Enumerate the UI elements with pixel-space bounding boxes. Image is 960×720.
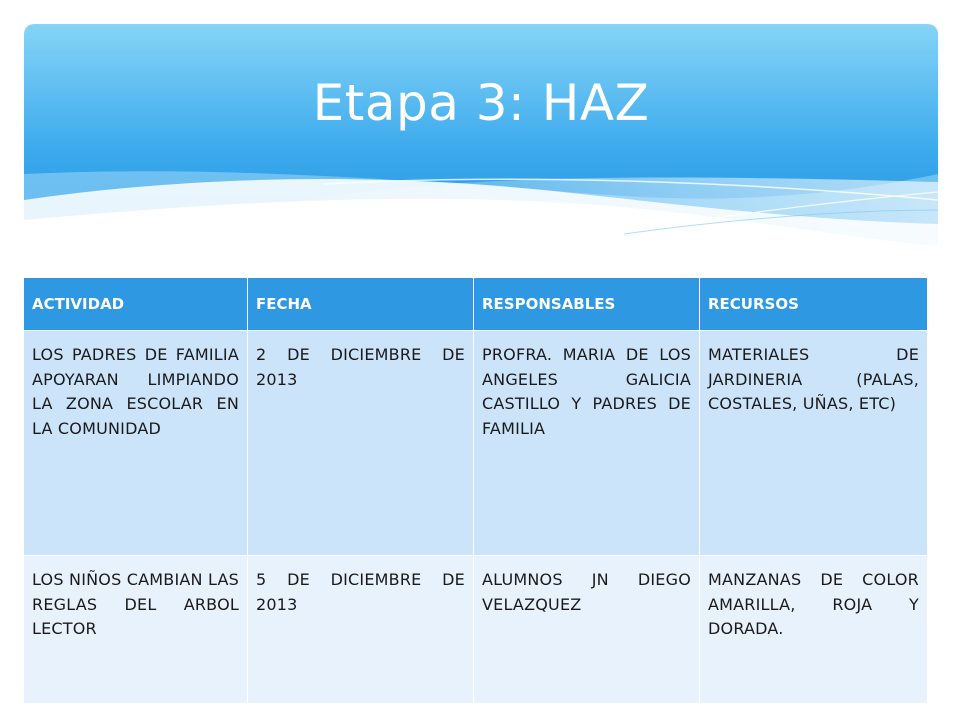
title-banner xyxy=(24,24,938,260)
table-row xyxy=(24,331,928,556)
table-header-row xyxy=(24,278,928,331)
slide-title: Etapa 3: HAZ xyxy=(312,74,650,132)
header-responsables: RESPONSABLES xyxy=(474,278,700,331)
table-row xyxy=(24,556,928,704)
activity-table xyxy=(23,277,928,704)
cell-fecha: 5 DE DICIEMBRE DE 2013 xyxy=(248,556,474,704)
cell-responsables: ALUMNOS JN DIEGO VELAZQUEZ xyxy=(474,556,700,704)
cell-recursos: MANZANAS DE COLOR AMARILLA, ROJA Y DORADA. xyxy=(700,556,928,704)
header-fecha: FECHA xyxy=(248,278,474,331)
wave-banner-graphic xyxy=(24,24,938,260)
cell-fecha: 2 DE DICIEMBRE DE 2013 xyxy=(248,331,474,556)
header-recursos: RECURSOS xyxy=(700,278,928,331)
cell-actividad: LOS PADRES DE FAMILIA APOYARAN LIMPIANDO LA ZONA ESCOLAR EN LA COMUNIDAD xyxy=(24,331,248,556)
cell-actividad: LOS NIÑOS CAMBIAN LAS REGLAS DEL ARBOL LECTOR xyxy=(24,556,248,704)
cell-recursos: MATERIALES DE JARDINERIA (PALAS, COSTALES, UÑAS, ETC) xyxy=(700,331,928,556)
header-actividad: ACTIVIDAD xyxy=(24,278,248,331)
cell-responsables: PROFRA. MARIA DE LOS ANGELES GALICIA CASTILLO Y PADRES DE FAMILIA xyxy=(474,331,700,556)
